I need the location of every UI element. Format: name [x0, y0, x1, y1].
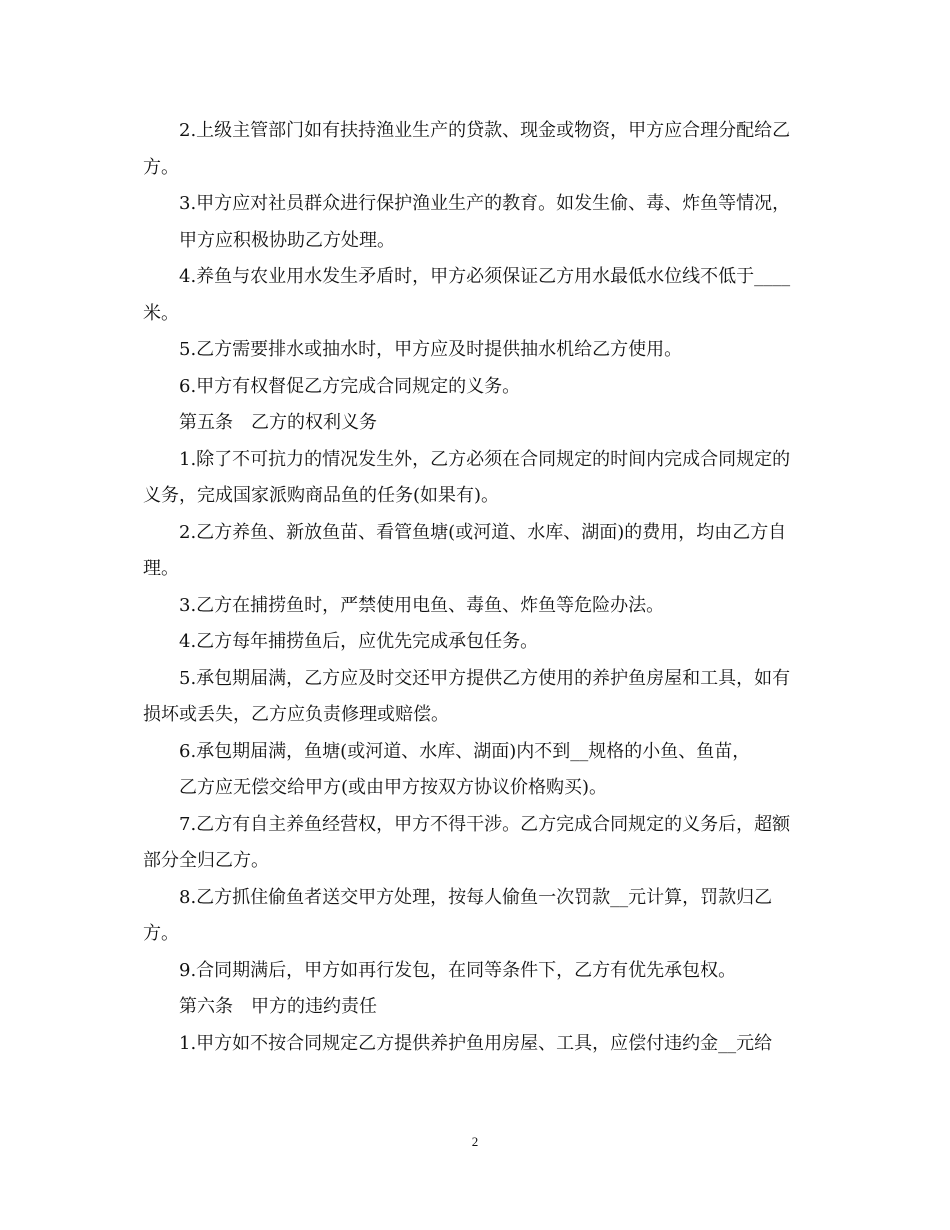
paragraph: 5.乙方需要排水或抽水时，甲方应及时提供抽水机给乙方使用。: [179, 339, 683, 360]
page-number: 2: [471, 1134, 479, 1149]
paragraph: 2.乙方养鱼、新放鱼苗、看管鱼塘(或河道、水库、湖面)的费用，均由乙方自理。: [143, 521, 787, 579]
section-heading: 第五条 乙方的权利义务: [179, 412, 377, 433]
paragraph: 4.养鱼与农业用水发生矛盾时，甲方必须保证乙方用水最低水位线不低于____米。: [143, 266, 791, 324]
paragraph: 8.乙方抓住偷鱼者送交甲方处理，按每人偷鱼一次罚款__元计算，罚款归乙方。: [143, 886, 773, 944]
paragraph: 7.乙方有自主养鱼经营权，甲方不得干涉。乙方完成合同规定的义务后，超额部分全归乙方。: [143, 813, 791, 871]
paragraph: 2.上级主管部门如有扶持渔业生产的贷款、现金或物资，甲方应合理分配给乙方。: [143, 120, 791, 178]
section-heading: 第六条 甲方的违约责任: [179, 996, 377, 1017]
paragraph: 3.乙方在捕捞鱼时，严禁使用电鱼、毒鱼、炸鱼等危险办法。: [179, 594, 665, 616]
paragraph: 乙方应无偿交给甲方(或由甲方按双方协议价格购买)。: [179, 777, 608, 798]
paragraph: 1.甲方如不按合同规定乙方提供养护鱼用房屋、工具，应偿付违约金__元给: [179, 1032, 773, 1054]
paragraph: 6.承包期届满，鱼塘(或河道、水库、湖面)内不到__规格的小鱼、鱼苗，: [179, 740, 751, 762]
document-body: [143, 113, 808, 1062]
paragraph: 1.除了不可抗力的情况发生外，乙方必须在合同规定的时间内完成合同规定的义务，完成国家派购商品鱼的任务(如果有)。: [143, 448, 791, 506]
paragraph: 6.甲方有权督促乙方完成合同规定的义务。: [179, 375, 521, 397]
paragraph: 5.承包期届满，乙方应及时交还甲方提供乙方使用的养护鱼房屋和工具，如有损坏或丢失，乙方应负责修理或赔偿。: [143, 667, 791, 725]
paragraph: 4.乙方每年捕捞鱼后，应优先完成承包任务。: [179, 631, 539, 652]
paragraph: 3.甲方应对社员群众进行保护渔业生产的教育。如发生偷、毒、炸鱼等情况，: [179, 193, 791, 214]
paragraph: 9.合同期满后，甲方如再行发包，在同等条件下，乙方有优先承包权。: [179, 959, 737, 981]
paragraph: 甲方应积极协助乙方处理。: [179, 229, 395, 251]
